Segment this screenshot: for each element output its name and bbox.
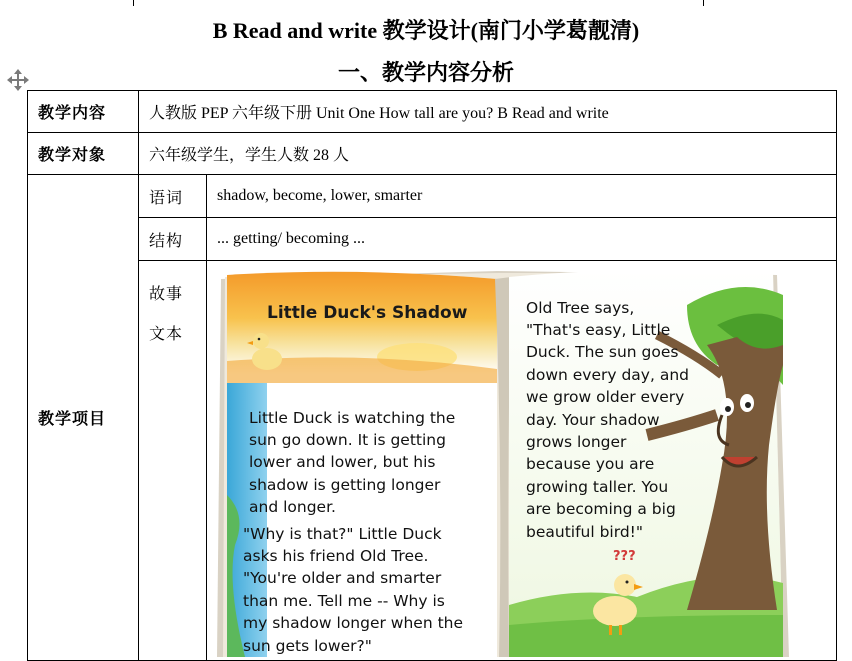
table-row	[28, 175, 837, 218]
document-title: B Read and write 教学设计(南门小学葛靓清)	[212, 18, 640, 43]
lesson-plan-table	[27, 90, 837, 661]
table-row	[28, 218, 837, 261]
story-left-paragraph-1: Little Duck is watching the sun go down. It is getting lower and lower, but his shadow is getting longer and longer.	[249, 408, 456, 517]
move-arrows-icon[interactable]	[6, 68, 30, 92]
content-value: 人教版 PEP 六年级下册 Unit One How tall are you? B Read and write	[139, 91, 837, 133]
ruler-tick	[703, 0, 704, 6]
items-label: 教学项目	[28, 175, 139, 661]
table-row	[28, 261, 837, 661]
story-label-line2: 文本	[149, 326, 184, 343]
section-heading: 一、教学内容分析	[337, 60, 514, 85]
vocab-value: shadow, become, lower, smarter	[207, 175, 837, 218]
story-left-paragraph-2: "Why is that?" Little Duck asks his friend Old Tree. "You're older and smarter than me. Tell me -- Why is my shadow longer when the sun gets lower?"	[243, 524, 464, 655]
audience-label: 教学对象	[28, 133, 139, 175]
storybook-image	[217, 265, 791, 657]
story-label	[139, 261, 207, 661]
table-row	[28, 133, 837, 175]
story-right-paragraph: Old Tree says, "That's easy, Little Duck. The sun goes down every day, and we grow older every day. Your shadow grows longer because you are growing taller. You are becoming a big beautiful bird!"	[526, 298, 689, 541]
ruler-tick	[133, 0, 134, 6]
story-title: Little Duck's Shadow	[267, 302, 468, 323]
question-marks: ???	[613, 548, 636, 564]
story-label-line1: 故事	[149, 286, 184, 303]
structure-value: ... getting/ becoming ...	[207, 218, 837, 261]
audience-value: 六年级学生，学生人数 28 人	[139, 133, 837, 175]
story-cell	[207, 261, 837, 661]
content-label: 教学内容	[28, 91, 139, 133]
table-row	[28, 91, 837, 133]
structure-label: 结构	[139, 218, 207, 261]
vocab-label: 语词	[139, 175, 207, 218]
